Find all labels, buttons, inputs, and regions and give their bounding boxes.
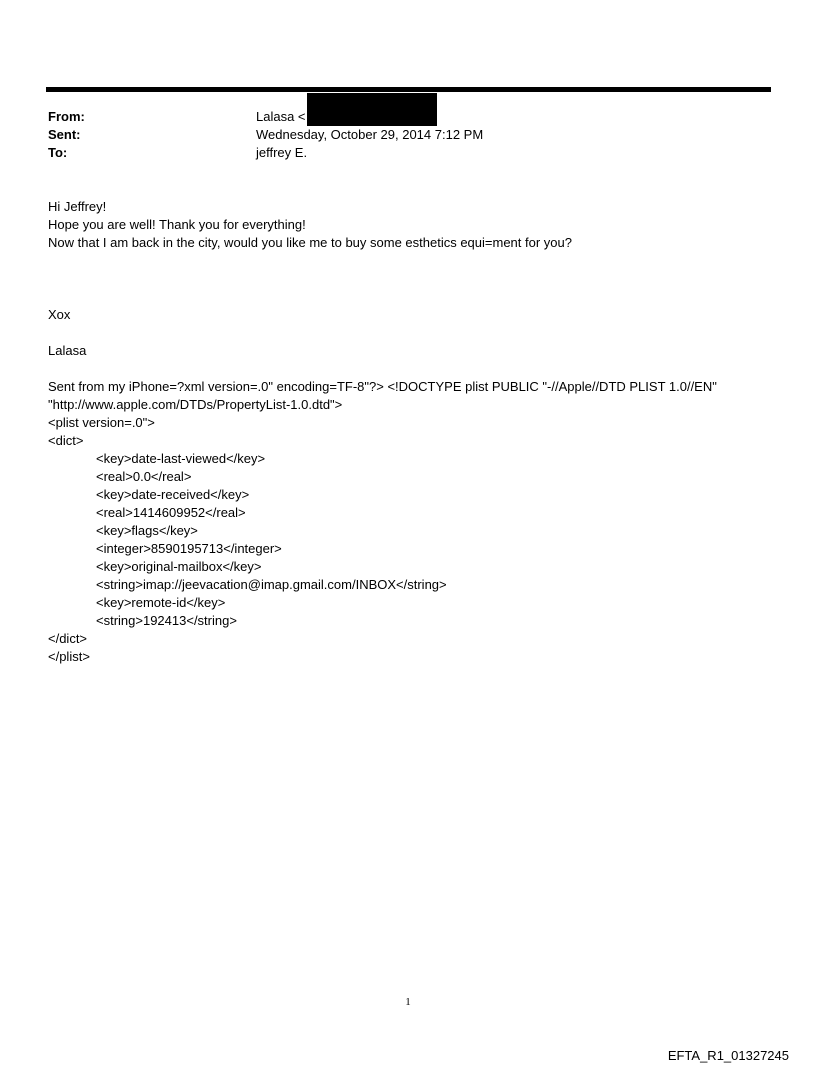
greeting: Hi Jeffrey! — [48, 199, 107, 214]
plist-line: <key>date-last-viewed</key> — [96, 451, 266, 466]
plist-line: <dict> — [48, 433, 84, 448]
message-line-1: Hope you are well! Thank you for everything! — [48, 217, 306, 232]
plist-line: <key>flags</key> — [96, 523, 198, 538]
plist-line: <key>date-received</key> — [96, 487, 250, 502]
sent-label: Sent: — [48, 127, 81, 142]
header-divider — [46, 87, 771, 92]
to-value: jeffrey E. — [256, 145, 308, 160]
plist-line: <key>remote-id</key> — [96, 595, 226, 610]
page-number: 1 — [405, 996, 411, 1008]
plist-line: <real>0.0</real> — [96, 469, 192, 484]
redaction-block — [307, 93, 437, 126]
plist-line: <real>1414609952</real> — [96, 505, 246, 520]
plist-line: </dict> — [48, 631, 88, 646]
plist-line: "http://www.apple.com/DTDs/PropertyList-1.0.dtd"> — [48, 397, 343, 412]
plist-line: <string>imap://jeevacation@imap.gmail.com/INBOX</string> — [96, 577, 447, 592]
plist-line: <plist version=.0"> — [48, 415, 155, 430]
from-label: From: — [48, 109, 85, 124]
plist-line: <integer>8590195713</integer> — [96, 541, 282, 556]
message-line-2: Now that I am back in the city, would you like me to buy some esthetics equi=ment for you? — [48, 235, 572, 250]
from-value: Lalasa < — [256, 109, 306, 124]
sent-value: Wednesday, October 29, 2014 7:12 PM — [256, 127, 484, 142]
signoff: Xox — [48, 307, 71, 322]
bates-number: EFTA_R1_01327245 — [667, 1048, 789, 1063]
plist-line: <string>192413</string> — [96, 613, 237, 628]
plist-line: <key>original-mailbox</key> — [96, 559, 262, 574]
plist-line: </plist> — [48, 649, 90, 664]
signature: Lalasa — [48, 343, 87, 358]
to-label: To: — [48, 145, 68, 160]
plist-line: Sent from my iPhone=?xml version=.0" encoding=TF-8"?> <!DOCTYPE plist PUBLIC "-//Apple//DTD PLIST 1.0//EN" — [48, 379, 717, 394]
